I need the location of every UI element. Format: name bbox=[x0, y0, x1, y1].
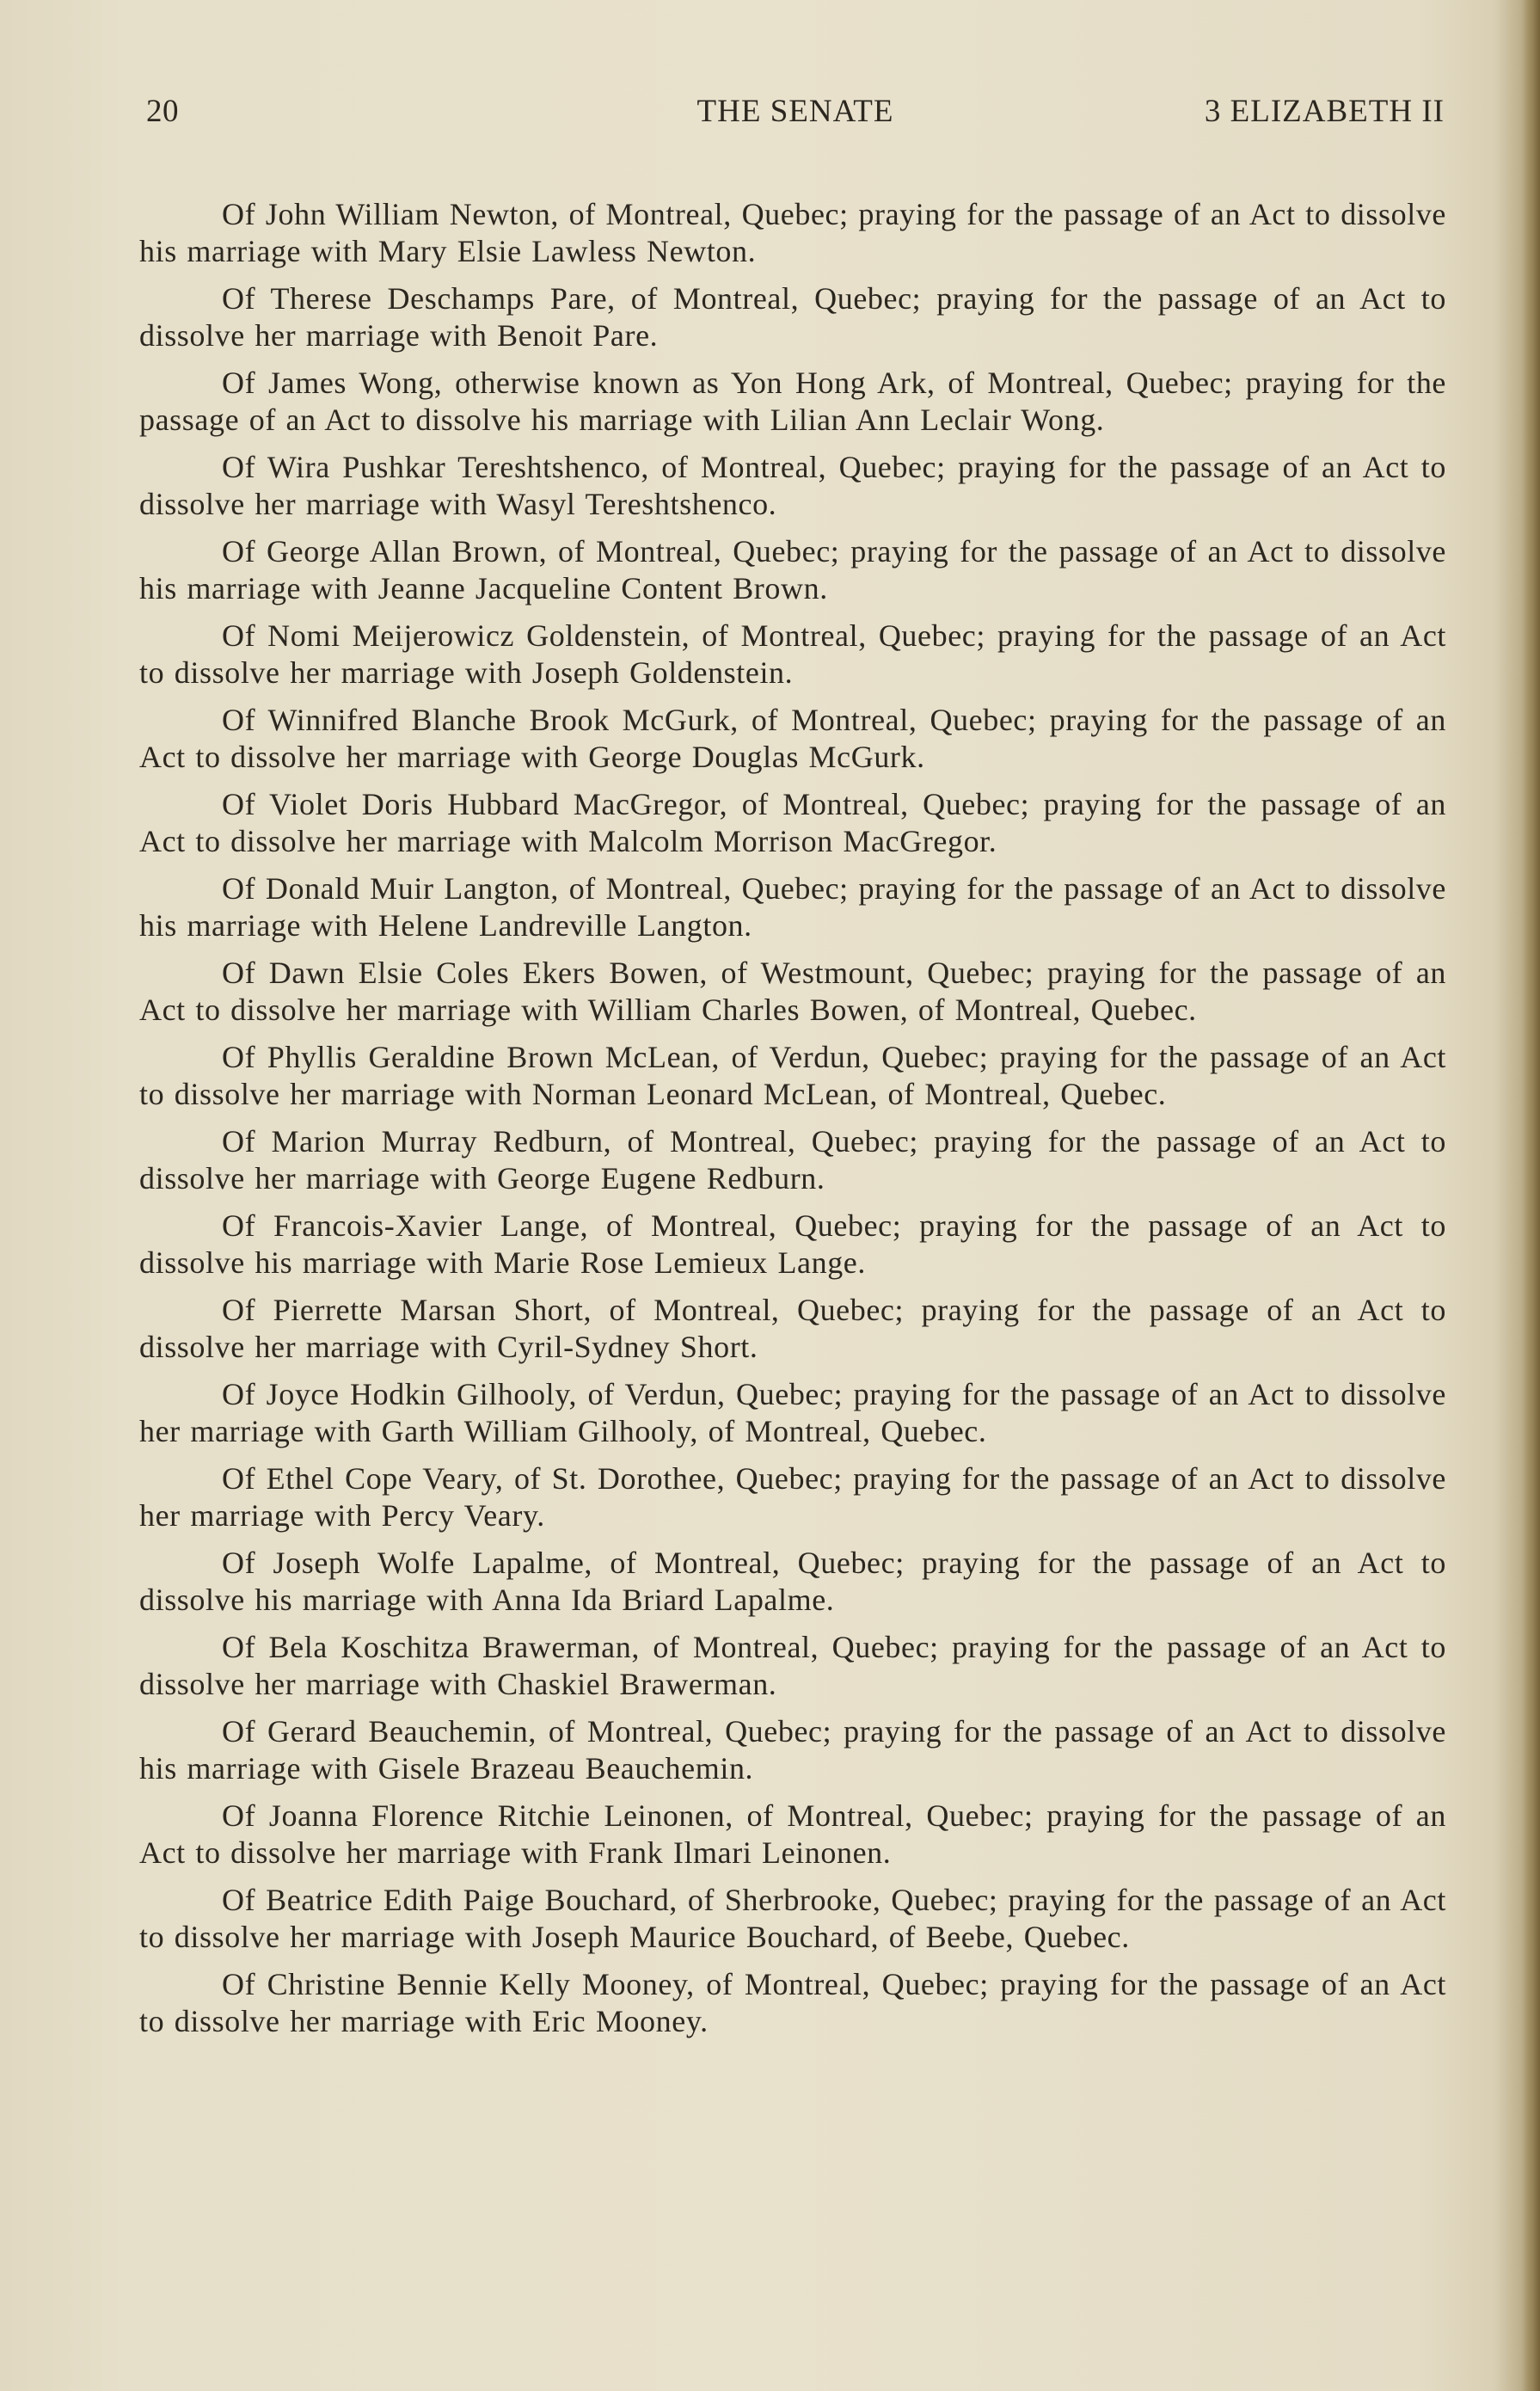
page-number: 20 bbox=[146, 94, 179, 129]
petition-paragraph: Of Phyllis Geraldine Brown McLean, of Verdun, Quebec; praying for the passage of an Act to dissolve her marriage with Norman Leonard McLean, of Montreal, Quebec. bbox=[139, 1040, 1446, 1111]
petition-paragraph: Of James Wong, otherwise known as Yon Hong Ark, of Montreal, Quebec; praying for the passage of an Act to dissolve his marriage with Lilian Ann Leclair Wong. bbox=[139, 366, 1446, 437]
petition-paragraph: Of Joyce Hodkin Gilhooly, of Verdun, Quebec; praying for the passage of an Act to dissolve her marriage with Garth William Gilhooly, of Montreal, Quebec. bbox=[139, 1377, 1446, 1448]
page-header bbox=[146, 93, 1445, 144]
petition-list bbox=[139, 196, 1446, 2050]
petition-paragraph: Of Beatrice Edith Paige Bouchard, of Sherbrooke, Quebec; praying for the passage of an Act to dissolve her marriage with Joseph Maurice Bouchard, of Beebe, Quebec. bbox=[139, 1883, 1446, 1954]
petition-paragraph: Of Joseph Wolfe Lapalme, of Montreal, Quebec; praying for the passage of an Act to dissolve his marriage with Anna Ida Briard Lapalme. bbox=[139, 1546, 1446, 1617]
petition-paragraph: Of Donald Muir Langton, of Montreal, Quebec; praying for the passage of an Act to dissolve his marriage with Helene Landreville Langton. bbox=[139, 871, 1446, 943]
petition-paragraph: Of Bela Koschitza Brawerman, of Montreal, Quebec; praying for the passage of an Act to dissolve her marriage with Chaskiel Brawerman. bbox=[139, 1630, 1446, 1701]
petition-paragraph: Of Marion Murray Redburn, of Montreal, Quebec; praying for the passage of an Act to dissolve her marriage with George Eugene Redburn. bbox=[139, 1124, 1446, 1196]
petition-paragraph: Of Gerard Beauchemin, of Montreal, Quebec; praying for the passage of an Act to dissolve his marriage with Gisele Brazeau Beauchemin. bbox=[139, 1714, 1446, 1786]
running-title: THE SENATE bbox=[696, 94, 894, 129]
petition-paragraph: Of Ethel Cope Veary, of St. Dorothee, Quebec; praying for the passage of an Act to dissolve her marriage with Percy Veary. bbox=[139, 1461, 1446, 1533]
petition-paragraph: Of Therese Deschamps Pare, of Montreal, Quebec; praying for the passage of an Act to dissolve her marriage with Benoit Pare. bbox=[139, 281, 1446, 353]
petition-paragraph: Of George Allan Brown, of Montreal, Quebec; praying for the passage of an Act to dissolve his marriage with Jeanne Jacqueline Content Brown. bbox=[139, 534, 1446, 605]
petition-paragraph: Of Christine Bennie Kelly Mooney, of Montreal, Quebec; praying for the passage of an Act to dissolve her marriage with Eric Mooney. bbox=[139, 1967, 1446, 2038]
petition-paragraph: Of Joanna Florence Ritchie Leinonen, of Montreal, Quebec; praying for the passage of an Act to dissolve her marriage with Frank Ilmari Leinonen. bbox=[139, 1798, 1446, 1870]
petition-paragraph: Of Pierrette Marsan Short, of Montreal, Quebec; praying for the passage of an Act to dissolve her marriage with Cyril-Sydney Short. bbox=[139, 1293, 1446, 1364]
petition-paragraph: Of Dawn Elsie Coles Ekers Bowen, of Westmount, Quebec; praying for the passage of an Act to dissolve her marriage with William Charles Bowen, of Montreal, Quebec. bbox=[139, 956, 1446, 1027]
petition-paragraph: Of John William Newton, of Montreal, Quebec; praying for the passage of an Act to dissolve his marriage with Mary Elsie Lawless Newton. bbox=[139, 197, 1446, 268]
petition-paragraph: Of Winnifred Blanche Brook McGurk, of Montreal, Quebec; praying for the passage of an Act to dissolve her marriage with George Douglas McGurk. bbox=[139, 703, 1446, 774]
page-edge-discoloration bbox=[1521, 0, 1540, 2391]
petition-paragraph: Of Wira Pushkar Tereshtshenco, of Montreal, Quebec; praying for the passage of an Act to dissolve her marriage with Wasyl Tereshtshenco. bbox=[139, 450, 1446, 521]
petition-paragraph: Of Nomi Meijerowicz Goldenstein, of Montreal, Quebec; praying for the passage of an Act to dissolve her marriage with Joseph Goldenstein. bbox=[139, 618, 1446, 690]
petition-paragraph: Of Francois-Xavier Lange, of Montreal, Quebec; praying for the passage of an Act to dissolve his marriage with Marie Rose Lemieux Lange. bbox=[139, 1208, 1446, 1280]
petition-paragraph: Of Violet Doris Hubbard MacGregor, of Montreal, Quebec; praying for the passage of an Act to dissolve her marriage with Malcolm Morrison MacGregor. bbox=[139, 787, 1446, 858]
reign-designation: 3 ELIZABETH II bbox=[1204, 94, 1445, 129]
